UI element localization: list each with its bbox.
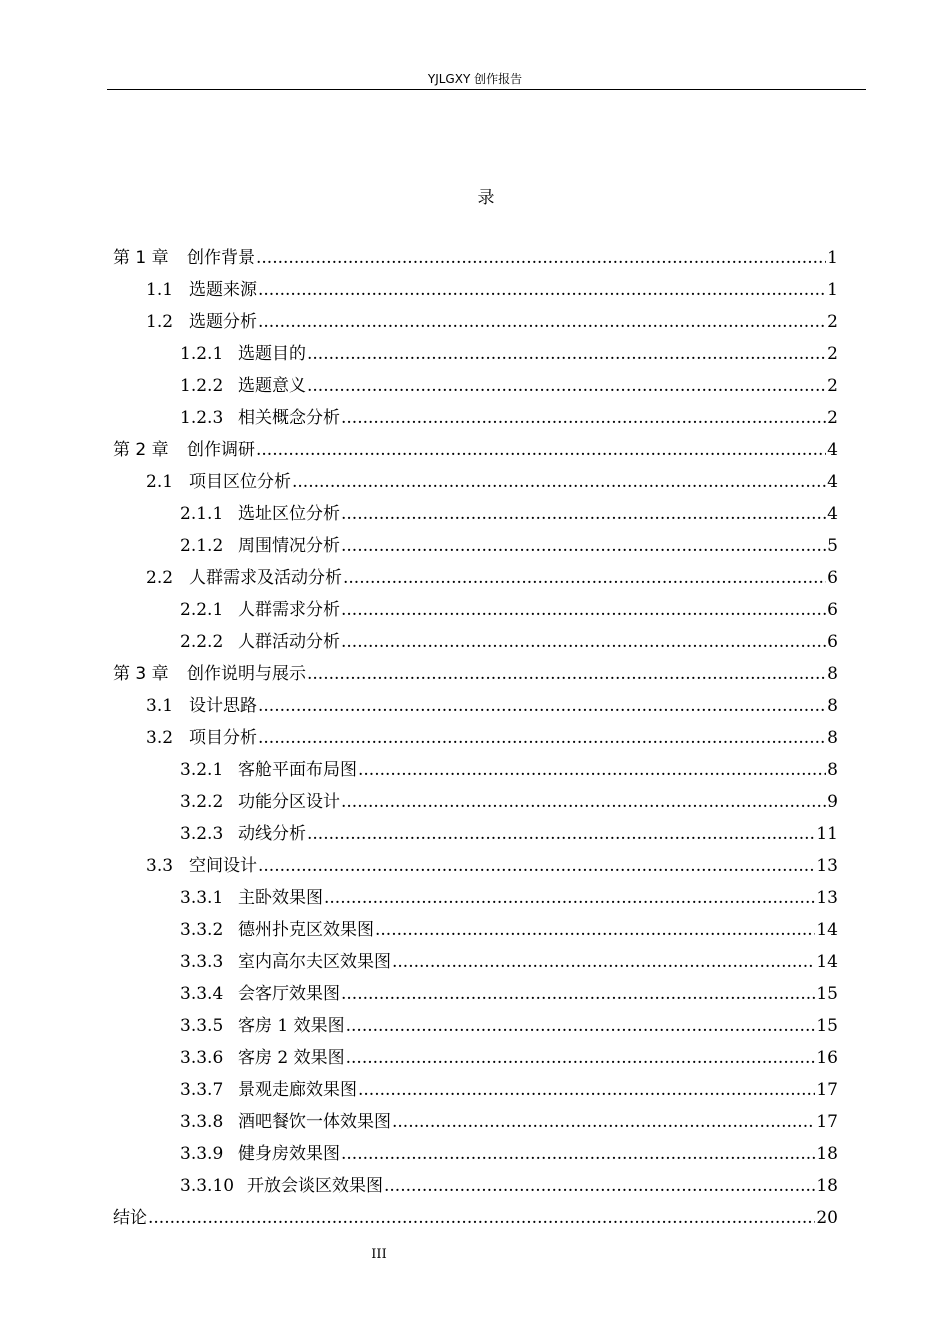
toc-dot-leader (343, 568, 826, 588)
toc-entry-page: 16 (816, 1048, 838, 1068)
toc-entry-number: 3.3.8 (180, 1112, 224, 1132)
toc-entry-label: 主卧效果图 (238, 888, 323, 908)
toc-dot-leader (148, 1208, 815, 1228)
toc-entry[interactable] (113, 787, 838, 819)
table-of-contents (113, 243, 838, 1235)
toc-entry-number: 1.2 (146, 312, 174, 332)
toc-entry[interactable] (113, 275, 838, 307)
toc-dot-leader (346, 1048, 816, 1068)
toc-entry[interactable] (113, 755, 838, 787)
toc-entry-number: 3.1 (146, 696, 174, 716)
toc-dot-leader (341, 504, 826, 524)
toc-entry-page: 18 (816, 1176, 838, 1196)
toc-entry-label: 人群需求分析 (238, 600, 340, 620)
toc-entry-label: 创作调研 (187, 440, 255, 460)
toc-dot-leader (346, 1016, 816, 1036)
toc-dot-leader (324, 888, 815, 908)
toc-entry[interactable] (113, 659, 838, 691)
toc-entry[interactable] (113, 723, 838, 755)
toc-entry-page: 17 (816, 1080, 838, 1100)
toc-entry-number: 3.3.7 (180, 1080, 224, 1100)
toc-entry-label: 选题意义 (238, 376, 306, 396)
toc-entry-number: 2.2.2 (180, 632, 224, 652)
toc-dot-leader (258, 728, 826, 748)
toc-entry[interactable] (113, 915, 838, 947)
toc-entry-page: 6 (827, 568, 838, 588)
toc-entry-label: 选题分析 (189, 312, 257, 332)
toc-entry-label: 选题来源 (189, 280, 257, 300)
toc-dot-leader (384, 1176, 815, 1196)
toc-entry-page: 20 (816, 1208, 838, 1228)
toc-dot-leader (258, 696, 826, 716)
toc-entry[interactable] (113, 1171, 838, 1203)
toc-entry[interactable] (113, 979, 838, 1011)
toc-entry-page: 6 (827, 632, 838, 652)
header-rule (107, 89, 866, 90)
toc-dot-leader (256, 248, 826, 268)
toc-entry[interactable] (113, 595, 838, 627)
toc-entry-label: 客舱平面布局图 (238, 760, 357, 780)
toc-dot-leader (258, 856, 815, 876)
toc-entry-page: 8 (827, 728, 838, 748)
toc-entry-label: 客房 2 效果图 (238, 1048, 345, 1068)
toc-dot-leader (341, 984, 815, 1004)
toc-entry-page: 2 (827, 312, 838, 332)
toc-entry-number: 3.3.3 (180, 952, 224, 972)
toc-entry[interactable] (113, 307, 838, 339)
toc-entry[interactable] (113, 691, 838, 723)
toc-entry-page: 17 (816, 1112, 838, 1132)
toc-dot-leader (307, 344, 826, 364)
toc-dot-leader (341, 792, 826, 812)
toc-dot-leader (292, 472, 826, 492)
toc-entry-page: 8 (827, 696, 838, 716)
toc-entry-page: 8 (827, 664, 838, 684)
toc-entry[interactable] (113, 435, 838, 467)
toc-dot-leader (341, 408, 826, 428)
toc-entry[interactable] (113, 1203, 838, 1235)
toc-entry-label: 周围情况分析 (238, 536, 340, 556)
toc-entry-number: 3.3.10 (180, 1176, 235, 1196)
toc-entry-number: 3.3.4 (180, 984, 224, 1004)
toc-entry-number: 3.3.9 (180, 1144, 224, 1164)
toc-entry-page: 1 (827, 280, 838, 300)
toc-entry-number: 2.1 (146, 472, 174, 492)
toc-entry-page: 9 (827, 792, 838, 812)
toc-entry-label: 结论 (113, 1208, 147, 1228)
toc-dot-leader (341, 632, 826, 652)
toc-entry-label: 相关概念分析 (238, 408, 340, 428)
toc-entry-number: 第 3 章 (113, 664, 169, 684)
toc-entry-page: 5 (827, 536, 838, 556)
toc-entry-number: 1.1 (146, 280, 174, 300)
toc-entry-number: 3.3.6 (180, 1048, 224, 1068)
toc-entry-label: 项目分析 (189, 728, 257, 748)
toc-entry[interactable] (113, 1043, 838, 1075)
toc-entry[interactable] (113, 339, 838, 371)
toc-dot-leader (392, 952, 815, 972)
toc-entry-number: 2.2.1 (180, 600, 224, 620)
toc-entry-label: 空间设计 (189, 856, 257, 876)
toc-title: 录 (477, 188, 495, 208)
toc-dot-leader (307, 664, 826, 684)
toc-entry[interactable] (113, 1075, 838, 1107)
page-number: III (371, 1247, 387, 1262)
toc-entry-page: 11 (816, 824, 838, 844)
toc-entry[interactable] (113, 1011, 838, 1043)
toc-entry[interactable] (113, 531, 838, 563)
toc-entry-label: 创作说明与展示 (187, 664, 306, 684)
toc-entry-number: 3.3.1 (180, 888, 224, 908)
toc-entry-number: 2.2 (146, 568, 174, 588)
toc-entry[interactable] (113, 819, 838, 851)
toc-entry-label: 会客厅效果图 (238, 984, 340, 1004)
toc-entry-page: 14 (816, 920, 838, 940)
toc-entry-label: 室内高尔夫区效果图 (238, 952, 391, 972)
toc-dot-leader (307, 824, 815, 844)
toc-entry[interactable] (113, 243, 838, 275)
toc-dot-leader (375, 920, 815, 940)
toc-entry-number: 第 1 章 (113, 248, 169, 268)
toc-entry-page: 13 (816, 856, 838, 876)
toc-entry-label: 健身房效果图 (238, 1144, 340, 1164)
toc-entry[interactable] (113, 627, 838, 659)
toc-entry-label: 德州扑克区效果图 (238, 920, 374, 940)
toc-entry-number: 2.1.2 (180, 536, 224, 556)
toc-entry-page: 14 (816, 952, 838, 972)
toc-entry-page: 18 (816, 1144, 838, 1164)
toc-entry-page: 4 (827, 504, 838, 524)
toc-entry-number: 第 2 章 (113, 440, 169, 460)
toc-entry-page: 15 (816, 984, 838, 1004)
toc-dot-leader (341, 536, 826, 556)
toc-entry-number: 1.2.2 (180, 376, 224, 396)
toc-entry[interactable] (113, 947, 838, 979)
toc-entry[interactable] (113, 563, 838, 595)
toc-entry-label: 景观走廊效果图 (238, 1080, 357, 1100)
toc-entry-number: 3.2.3 (180, 824, 224, 844)
toc-entry[interactable] (113, 851, 838, 883)
toc-entry-page: 15 (816, 1016, 838, 1036)
toc-entry-label: 功能分区设计 (238, 792, 340, 812)
toc-entry-number: 1.2.3 (180, 408, 224, 428)
toc-dot-leader (341, 600, 826, 620)
toc-entry[interactable] (113, 1107, 838, 1139)
toc-entry-number: 3.2.1 (180, 760, 224, 780)
toc-dot-leader (358, 760, 826, 780)
toc-entry-page: 4 (827, 472, 838, 492)
toc-entry-number: 3.2.2 (180, 792, 224, 812)
page-header: YJLGXY 创作报告 (427, 72, 523, 86)
toc-entry-page: 1 (827, 248, 838, 268)
toc-entry-label: 人群活动分析 (238, 632, 340, 652)
toc-entry-label: 创作背景 (187, 248, 255, 268)
toc-entry-label: 项目区位分析 (189, 472, 291, 492)
toc-dot-leader (392, 1112, 815, 1132)
toc-entry-number: 3.2 (146, 728, 174, 748)
toc-dot-leader (256, 440, 826, 460)
toc-dot-leader (307, 376, 826, 396)
toc-entry-number: 2.1.1 (180, 504, 224, 524)
toc-entry[interactable] (113, 371, 838, 403)
toc-entry-label: 人群需求及活动分析 (189, 568, 342, 588)
toc-entry[interactable] (113, 403, 838, 435)
toc-entry-label: 客房 1 效果图 (238, 1016, 345, 1036)
toc-dot-leader (341, 1144, 815, 1164)
toc-entry-label: 选址区位分析 (238, 504, 340, 524)
toc-entry-label: 选题目的 (238, 344, 306, 364)
toc-entry[interactable] (113, 1139, 838, 1171)
toc-entry-page: 6 (827, 600, 838, 620)
toc-entry[interactable] (113, 467, 838, 499)
toc-entry-page: 4 (827, 440, 838, 460)
toc-entry-number: 1.2.1 (180, 344, 224, 364)
toc-entry-number: 3.3 (146, 856, 174, 876)
toc-entry-page: 13 (816, 888, 838, 908)
toc-entry-number: 3.3.5 (180, 1016, 224, 1036)
toc-entry-page: 8 (827, 760, 838, 780)
toc-entry-label: 开放会谈区效果图 (247, 1176, 383, 1196)
toc-dot-leader (258, 280, 826, 300)
toc-entry[interactable] (113, 499, 838, 531)
toc-entry-number: 3.3.2 (180, 920, 224, 940)
toc-entry-label: 动线分析 (238, 824, 306, 844)
toc-entry-label: 设计思路 (189, 696, 257, 716)
toc-dot-leader (358, 1080, 815, 1100)
toc-dot-leader (258, 312, 826, 332)
toc-entry-label: 酒吧餐饮一体效果图 (238, 1112, 391, 1132)
toc-entry-page: 2 (827, 408, 838, 428)
toc-entry-page: 2 (827, 344, 838, 364)
toc-entry[interactable] (113, 883, 838, 915)
toc-entry-page: 2 (827, 376, 838, 396)
